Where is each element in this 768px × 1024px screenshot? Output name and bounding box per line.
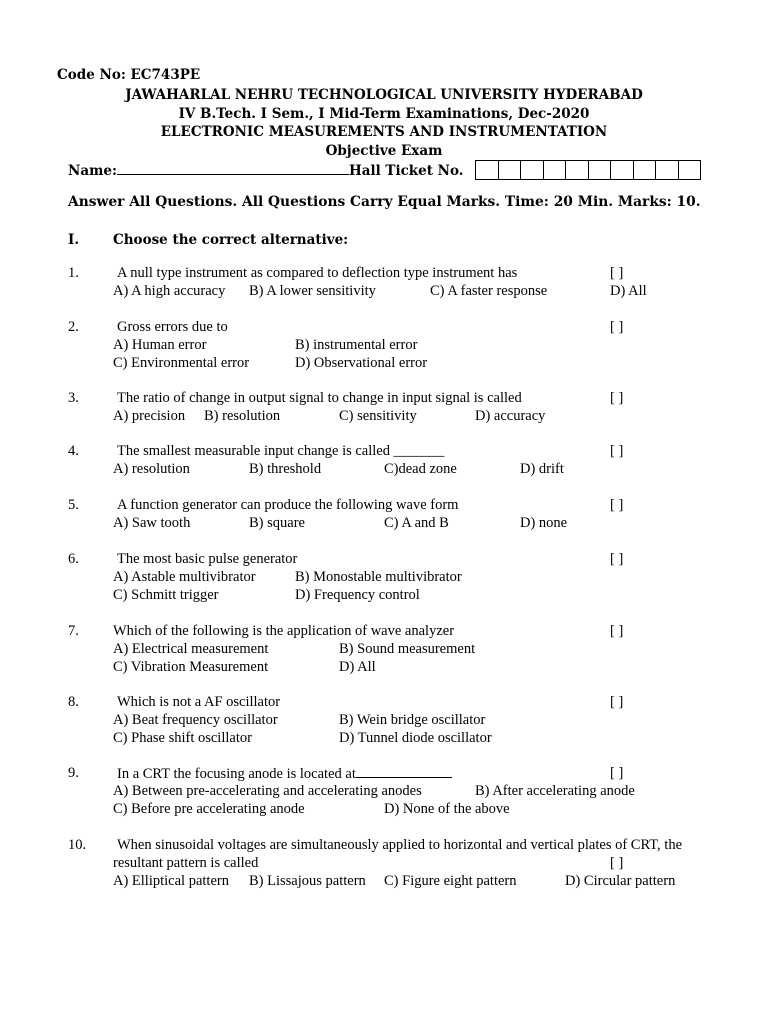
question-1 [0,265,768,305]
question-number: 1. [68,265,79,281]
instructions: Answer All Questions. All Questions Carry Equal Marks. Time: 20 Min. Marks: 10. [68,194,701,210]
question-6 [0,551,768,607]
option-a: A) Elliptical pattern [113,873,229,889]
option-c: C) A faster response [430,283,548,299]
option-a: A) resolution [113,461,190,477]
option-c: C) Schmitt trigger [113,587,219,603]
option-a: A) precision [113,408,186,424]
hall-ticket-cell[interactable] [634,161,657,179]
option-b: B) Wein bridge oscillator [339,712,486,728]
option-b: B) After accelerating anode [475,783,635,799]
option-d: D) none [520,515,568,531]
option-d: D) accuracy [475,408,546,424]
option-a: A) A high accuracy [113,283,226,299]
option-c: C) Phase shift oscillator [113,730,252,746]
exam-type: Objective Exam [325,143,443,159]
question-4 [0,443,768,483]
question-text: When sinusoidal voltages are simultaneously applied to horizontal and vertical plates of CRT, the [117,837,683,853]
question-text: A function generator can produce the following wave form [117,497,459,513]
option-d: D) Tunnel diode oscillator [339,730,492,746]
question-10 [0,837,768,893]
question-number: 8. [68,694,79,710]
university-name: JAWAHARLAL NEHRU TECHNOLOGICAL UNIVERSITY HYDERABAD [125,87,643,103]
option-d: D) Frequency control [295,587,420,603]
question-text: A null type instrument as compared to deflection type instrument has [117,265,518,281]
option-a: A) Saw tooth [113,515,191,531]
answer-bracket[interactable]: [ ] [610,443,624,459]
option-c: C) Environmental error [113,355,250,371]
option-b: B) instrumental error [295,337,418,353]
answer-bracket[interactable]: [ ] [610,765,624,781]
option-c: C)dead zone [384,461,457,477]
option-d: D) Circular pattern [565,873,676,889]
option-b: B) Sound measurement [339,641,476,657]
section-number: I. [68,232,80,248]
answer-bracket[interactable]: [ ] [610,319,624,335]
question-9 [0,765,768,821]
option-a: A) Between pre-accelerating and accelerating anodes [113,783,422,799]
question-number: 3. [68,390,79,406]
question-number: 9. [68,765,79,781]
hall-ticket-cell[interactable] [611,161,634,179]
exam-title: IV B.Tech. I Sem., I Mid-Term Examinations, Dec-2020 [178,106,590,122]
option-d: D) drift [520,461,564,477]
hall-ticket-cell[interactable] [566,161,589,179]
hall-ticket-cell[interactable] [589,161,612,179]
option-d: D) Observational error [295,355,428,371]
option-c: C) sensitivity [339,408,417,424]
option-a: A) Astable multivibrator [113,569,256,585]
option-c: C) Figure eight pattern [384,873,517,889]
hall-ticket-cell[interactable] [679,161,701,179]
question-number: 2. [68,319,79,335]
answer-bracket[interactable]: [ ] [610,694,624,710]
answer-bracket[interactable]: [ ] [610,623,624,639]
option-c: C) Vibration Measurement [113,659,269,675]
option-d: D) All [610,283,647,299]
question-text: The ratio of change in output signal to change in input signal is called [117,390,522,406]
question-text: Which is not a AF oscillator [117,694,281,710]
hall-ticket-cell[interactable] [521,161,544,179]
hall-ticket-cell[interactable] [656,161,679,179]
option-a: A) Beat frequency oscillator [113,712,278,728]
option-c: C) Before pre accelerating anode [113,801,305,817]
question-text: The smallest measurable input change is called _______ [117,443,445,459]
answer-bracket[interactable]: [ ] [610,855,624,871]
name-blank[interactable] [117,162,349,175]
option-b: B) square [249,515,305,531]
question-number: 5. [68,497,79,513]
question-8 [0,694,768,750]
question-text: The most basic pulse generator [117,551,298,567]
answer-bracket[interactable]: [ ] [610,265,624,281]
code-number: Code No: EC743PE [57,67,201,83]
hall-ticket-cell[interactable] [544,161,567,179]
option-c: C) A and B [384,515,449,531]
option-d: D) None of the above [384,801,510,817]
option-a: A) Human error [113,337,207,353]
question-text: In a CRT the focusing anode is located at [117,766,356,782]
option-b: B) A lower sensitivity [249,283,376,299]
question-text-continued: resultant pattern is called [113,855,259,871]
name-label: Name: [68,163,117,179]
option-b: B) Monostable multivibrator [295,569,462,585]
hall-ticket-cell[interactable] [476,161,499,179]
question-number: 6. [68,551,79,567]
subject-title: ELECTRONIC MEASUREMENTS AND INSTRUMENTATION [160,124,608,140]
option-b: B) Lissajous pattern [249,873,366,889]
hall-ticket-label: Hall Ticket No. [348,163,464,179]
option-d: D) All [339,659,376,675]
question-text: Gross errors due to [117,319,228,335]
question-number: 10. [68,837,87,853]
question-number: 7. [68,623,79,639]
answer-bracket[interactable]: [ ] [610,551,624,567]
hall-ticket-cell[interactable] [499,161,522,179]
answer-bracket[interactable]: [ ] [610,390,624,406]
question-7 [0,623,768,679]
section-title: Choose the correct alternative: [113,232,349,248]
question-5 [0,497,768,537]
answer-bracket[interactable]: [ ] [610,497,624,513]
option-b: B) threshold [249,461,322,477]
hall-ticket-boxes[interactable] [475,160,701,180]
name-field [68,162,464,179]
question-text-wrap [117,765,452,783]
option-a: A) Electrical measurement [113,641,269,657]
question-number: 4. [68,443,79,459]
question-text: Which of the following is the application of wave analyzer [113,623,455,639]
question-2 [0,319,768,375]
answer-blank [356,765,452,778]
option-b: B) resolution [204,408,281,424]
question-3 [0,390,768,430]
